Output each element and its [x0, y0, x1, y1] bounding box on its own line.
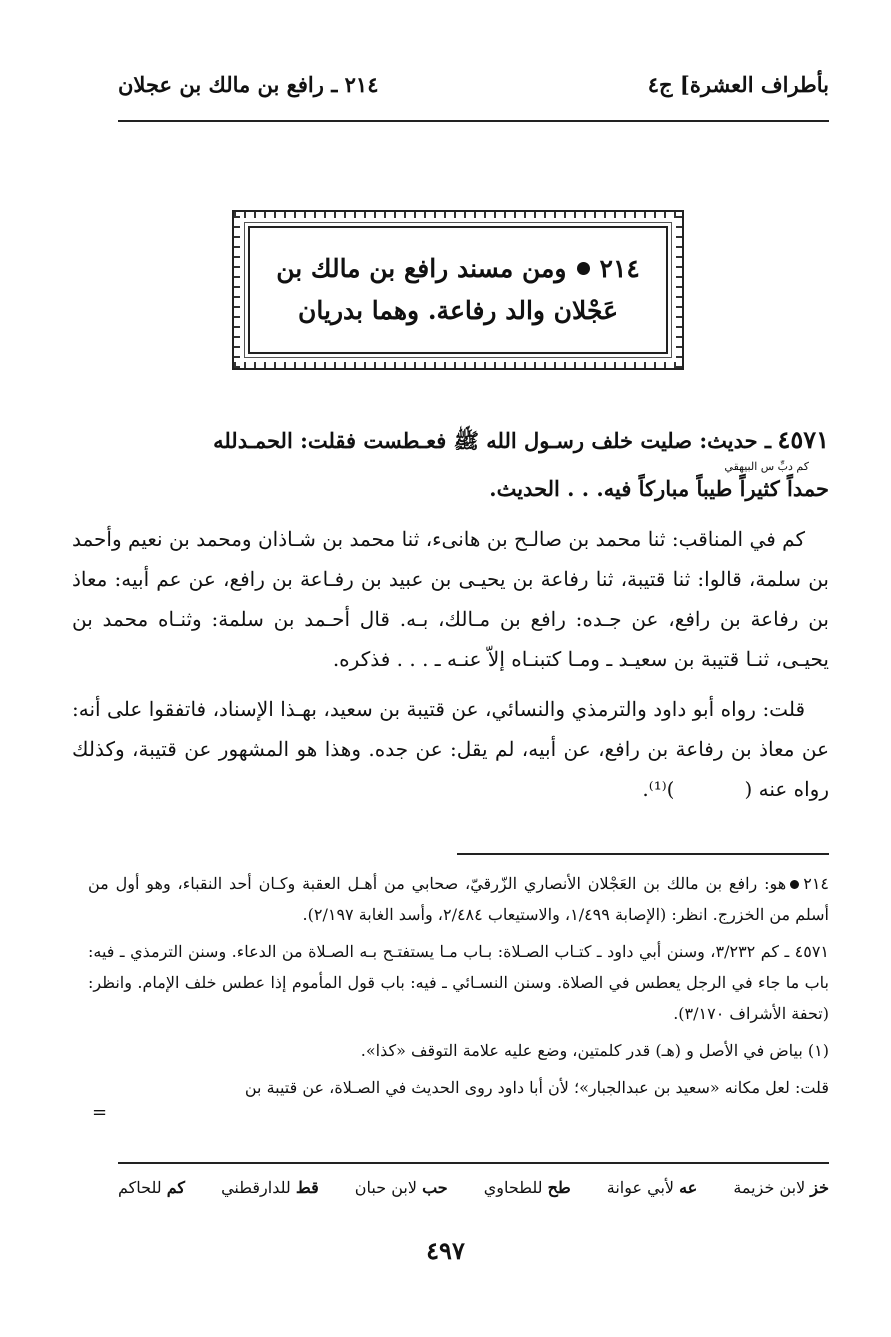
- section-title-line1: ومن مسند رافع بن مالك بن: [276, 253, 567, 283]
- hadith-head-continuation: حمداً كثيراً طيباً مباركاً فيه. . . الحديث.: [489, 476, 829, 501]
- section-title-frame: [232, 210, 684, 370]
- footnote-1: [88, 868, 829, 930]
- section-number: ٢١٤: [599, 253, 640, 283]
- abbreviation-item: كم للحاكم: [118, 1178, 186, 1197]
- footnote-rule: [457, 853, 829, 855]
- header-section-title: ٢١٤ ـ رافع بن مالك بن عجلان: [118, 71, 379, 97]
- page-number: ٤٩٧: [426, 1236, 465, 1265]
- header-book-title: بأطراف العشرة] ج٤: [647, 71, 829, 97]
- footnotes: [88, 868, 829, 1109]
- footnote-2: ٤٥٧١ ـ كم ٣/٢٣٢، وسنن أبي داود ـ كتـاب الصـلاة: بـاب مـا يستفتـح بـه الصـلاة من الدعاء. وسنن الترمذي ـ فيه: باب ما جاء في الرجل يعطس في الصلاة. وسنن النسـائي ـ فيه: باب قول المأموم إذا عطس خلف الإمام. وانظر: (تحفة الأشراف ٣/١٧٠).: [88, 942, 830, 1023]
- footnote-4: قلت: لعل مكانه «سعيد بن عبدالجبار»؛ لأن أبا داود روى الحديث في الصـلاة، عن قتيبة بن: [244, 1078, 829, 1097]
- footnote-1-text: هو: رافع بن مالك بن العَجْلان الأنصاري الزّرقيّ، صحابي من أهـل العقبة وكـان أحد النقباء، وهو أول من أسلم من الخزرج. انظر: (الإصابة ١/٤٩٩، والاستيعاب ٢/٤٨٤، وأسد الغابة ٢/١٩٧).: [88, 874, 829, 924]
- abbreviation-item: خز لابن خزيمة: [733, 1178, 829, 1197]
- main-text: [72, 420, 829, 819]
- footnote-3: (١) بياض في الأصل و (هـ) قدر كلمتين، وضع عليه علامة التوقف «كذا».: [360, 1041, 829, 1060]
- running-header: [118, 64, 829, 104]
- commentary-text: قلت: رواه أبو داود والترمذي والنسائي، عن قتيبة بن سعيد، بهـذا الإسناد، فاتفقوا على أنه: عن معاذ بن رفاعة بن رافع، عن أبيه، لم يقل: عن جده. وهذا هو المشهور عن قتيبة، وكذلك رواه عنه (: [72, 697, 829, 801]
- hadith-number: ٤٥٧١: [777, 425, 829, 454]
- bullet-icon: [577, 262, 590, 275]
- abbreviation-item: حب لابن حبان: [354, 1178, 448, 1197]
- abbreviations-rule: [118, 1162, 829, 1164]
- abbreviation-item: عه لأبي عوانة: [606, 1178, 698, 1197]
- footnote-1-number: ٢١٤: [803, 874, 829, 893]
- hadith-head-text: ـ حديث: صليت خلف رسـول الله ﷺ فعـطست فقلت: الحمـدلله: [213, 428, 772, 453]
- header-rule: [118, 120, 829, 122]
- source-note: كم دبِّ س البيهقي: [724, 460, 809, 473]
- abbreviation-item: طح للطحاوي: [483, 1178, 571, 1197]
- abbreviation-item: قط للدارقطني: [221, 1178, 319, 1197]
- section-title-line2: عَجْلان والد رفاعة. وهما بدريان: [298, 296, 618, 325]
- continuation-mark: =: [92, 1102, 108, 1123]
- hadith-heading: [72, 420, 829, 509]
- isnad-paragraph: كم في المناقب: ثنا محمد بن صالـح بن هانىء، ثنا محمد بن شـاذان ومحمد بن نعيم وأحمد بن سلمة، قالوا: ثنا قتيبة، ثنا رفاعة بن يحيـى بن عبيد بن رفـاعة بن رافع، عن عم أبيه: معاذ بن رفاعة بن رافع، عن جـده: رافع بن مـالك، بـه. قال أحـمد بن سلمة: وثنـاه محمد بن يحيـى، ثنـا قتيبة بن سعيـد ـ ومـا كتبنـاه إلاّ عنـه ـ . . . فذكره.: [72, 527, 829, 671]
- footnote-reference: )⁽¹⁾.: [642, 777, 675, 801]
- abbreviations-key: [118, 1178, 829, 1197]
- commentary-paragraph: [72, 689, 829, 809]
- section-title: [248, 226, 668, 354]
- bullet-icon: [790, 880, 799, 889]
